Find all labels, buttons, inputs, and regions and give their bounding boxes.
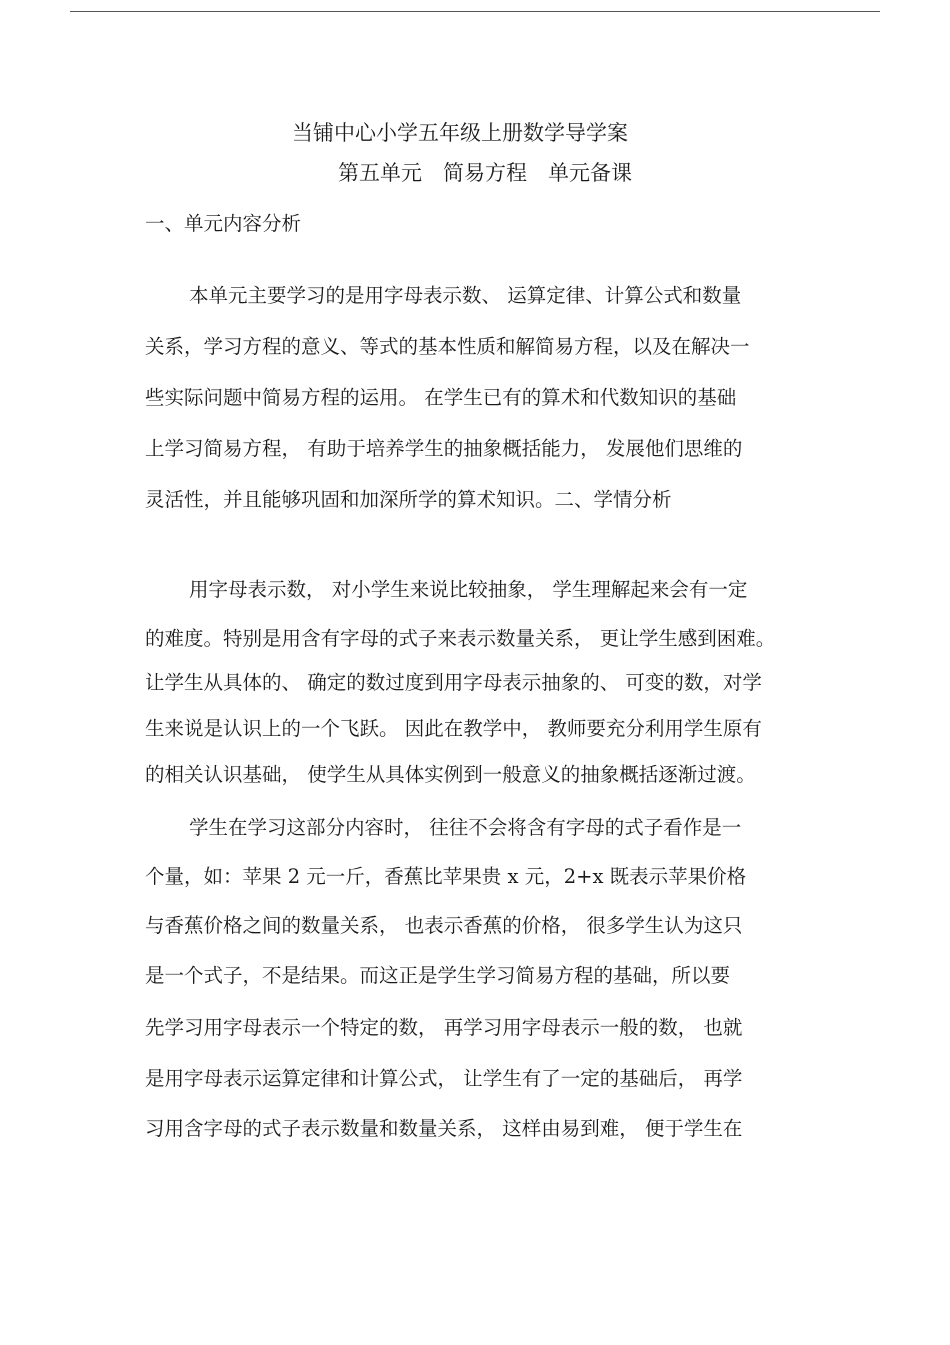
paragraph-line: 让学生从具体的、 确定的数过度到用字母表示抽象的、 可变的数，对学 xyxy=(145,671,762,694)
paragraph-line: 的相关认识基础， 使学生从具体实例到一般意义的抽象概括逐渐过渡。 xyxy=(145,763,756,786)
top-rule xyxy=(70,11,880,12)
paragraph-line: 灵活性，并且能够巩固和加深所学的算术知识。二、学情分析 xyxy=(145,488,672,511)
paragraph-line: 些实际问题中简易方程的运用。 在学生已有的算术和代数知识的基础 xyxy=(145,386,737,409)
paragraph-line: 生来说是认识上的一个飞跃。 因此在教学中， 教师要充分利用学生原有 xyxy=(145,717,762,740)
paragraph-line: 是一个式子，不是结果。而这正是学生学习简易方程的基础，所以要 xyxy=(145,964,731,987)
paragraph-line: 本单元主要学习的是用字母表示数、 运算定律、计算公式和数量 xyxy=(189,284,742,307)
paragraph-line: 的难度。特别是用含有字母的式子来表示数量关系， 更让学生感到困难。 xyxy=(145,627,776,650)
paragraph-line: 是用字母表示运算定律和计算公式， 让学生有了一定的基础后， 再学 xyxy=(145,1067,743,1090)
section-heading-content-analysis: 一、单元内容分析 xyxy=(145,212,302,235)
paragraph-line: 与香蕉价格之间的数量关系， 也表示香蕉的价格， 很多学生认为这只 xyxy=(145,914,743,937)
paragraph-line: 上学习简易方程， 有助于培养学生的抽象概括能力， 发展他们思维的 xyxy=(145,437,743,460)
paragraph-line: 习用含字母的式子表示数量和数量关系， 这样由易到难， 便于学生在 xyxy=(145,1117,743,1140)
paragraph-line: 个量，如：苹果 2 元一斤，香蕉比苹果贵 x 元，2+x 既表示苹果价格 xyxy=(145,865,747,888)
document-subtitle: 第五单元 简易方程 单元备课 xyxy=(338,161,632,185)
paragraph-line: 先学习用字母表示一个特定的数， 再学习用字母表示一般的数， 也就 xyxy=(145,1016,743,1039)
paragraph-line: 用字母表示数， 对小学生来说比较抽象， 学生理解起来会有一定 xyxy=(189,578,748,601)
document-title: 当铺中心小学五年级上册数学导学案 xyxy=(292,121,628,145)
paragraph-line: 关系，学习方程的意义、等式的基本性质和解简易方程，以及在解决一 xyxy=(145,335,750,358)
paragraph-line: 学生在学习这部分内容时， 往往不会将含有字母的式子看作是一 xyxy=(189,816,742,839)
